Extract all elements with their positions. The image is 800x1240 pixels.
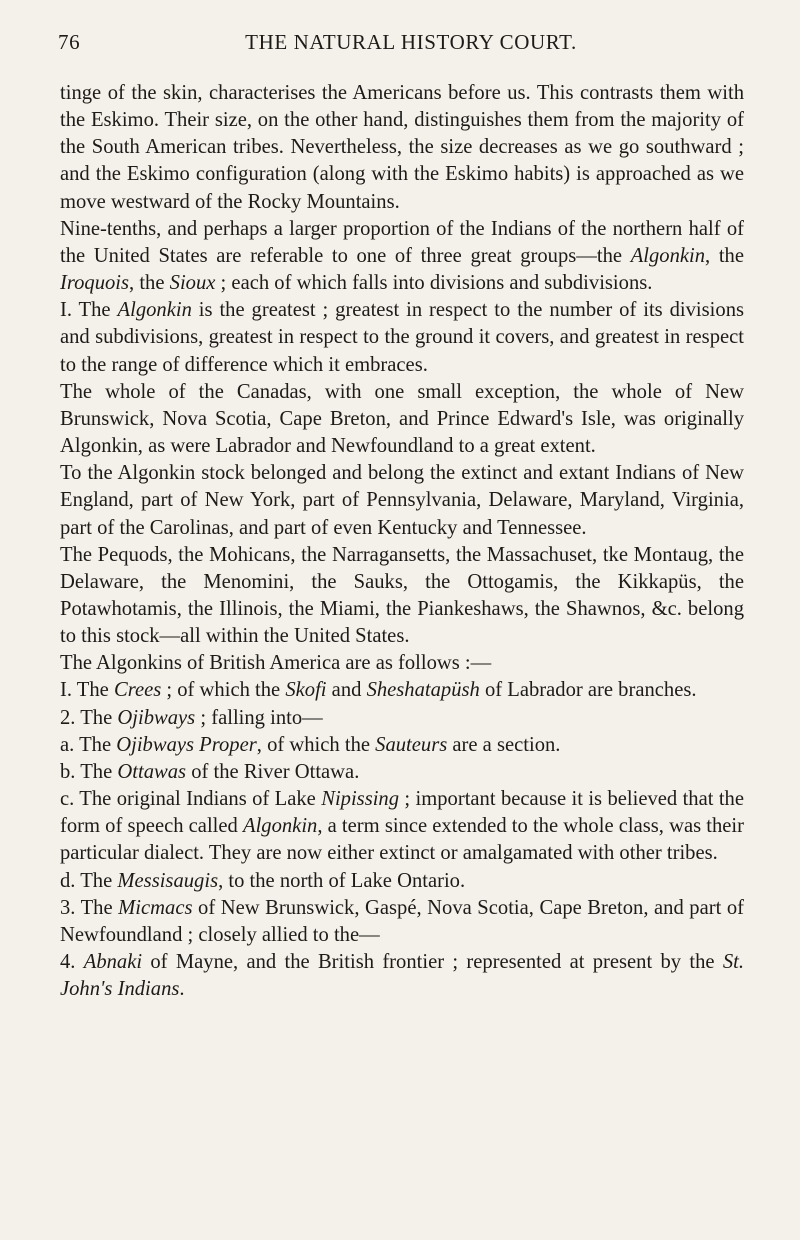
- sub-item-a: a. The Ojibways Proper, of which the Sauteurs are a section.: [60, 733, 561, 756]
- italic-term: Micmacs: [118, 896, 193, 919]
- italic-term: Ojibways Proper: [116, 733, 257, 756]
- italic-term: Sauteurs: [375, 733, 448, 756]
- page-body: [60, 80, 744, 1003]
- sub-item-b: b. The Ottawas of the River Ottawa.: [60, 760, 360, 783]
- italic-term: St. John's Indians: [60, 951, 745, 1001]
- paragraph-2: Nine-tenths, and perhaps a larger proportion of the Indians of the northern half of the United States are referable to one of three great groups—the Algonkin, the Iroquois, the Sioux ; each of which falls into divisions and subdivisions.: [60, 217, 744, 295]
- italic-term: Algonkin: [242, 815, 318, 838]
- italic-term: Ojibways: [117, 706, 196, 729]
- sub-item-c: c. The original Indians of Lake Nipissing ; important because it is believed that the form of speech called Algonkin, a term since extended to the whole class, was their particular dialect. They are now either extinct or amalgamated with other tribes.: [60, 788, 744, 865]
- list-item-micmacs: 3. The Micmacs of New Brunswick, Gaspé, Nova Scotia, Cape Breton, and part of Newfoundland ; closely allied to the—: [60, 896, 744, 946]
- italic-term: Crees: [113, 679, 162, 702]
- paragraph-7: The Algonkins of British America are as follows :—: [60, 652, 492, 675]
- italic-term: Ottawas: [117, 760, 187, 783]
- paragraph-6: The Pequods, the Mohicans, the Narragansetts, the Massachuset, tke Montaug, the Delaware, the Menomini, the Sauks, the Ottogamis, the Kikkapüs, the Potawhotamis, the Illinois, the Miami, the Piankeshaws, the Shawnos, &c. belong to this stock—all within the United States.: [60, 543, 744, 648]
- running-header: [60, 30, 744, 64]
- paragraph-4: The whole of the Canadas, with one small exception, the whole of New Brunswick, Nova Scotia, Cape Breton, and Prince Edward's Isle, was originally Algonkin, as were Labrador and Newfoundland to a great extent.: [60, 380, 744, 458]
- italic-term: Algonkin: [630, 244, 706, 267]
- list-item-crees: I. The Crees ; of which the Skofi and Sheshatapüsh of Labrador are branches.: [60, 679, 697, 702]
- paragraph-3: I. The Algonkin is the greatest ; greatest in respect to the number of its divisions and subdivisions, greatest in respect to the ground it covers, and greatest in respect to the range of difference which it embraces.: [60, 299, 744, 376]
- sub-item-d: d. The Messisaugis, to the north of Lake Ontario.: [60, 869, 466, 892]
- running-title: THE NATURAL HISTORY COURT.: [245, 30, 577, 54]
- italic-term: Abnaki: [83, 951, 143, 973]
- paragraph-1: tinge of the skin, characterises the Americans before us. This contrasts them with the Eskimo. Their size, on the other hand, distinguishes them from the majority of the South American tribes. Nevertheless, the size decreases as we go southward ; and the Eskimo configuration (along with the Eskimo habits) is approached as we move westward of the Rocky Mountains.: [60, 82, 744, 213]
- italic-term: Sheshatapüsh: [366, 679, 480, 702]
- italic-term: Iroquois: [60, 272, 130, 295]
- italic-term: Algonkin: [117, 299, 192, 322]
- italic-term: Nipissing: [321, 788, 400, 811]
- page-number: 76: [58, 30, 81, 54]
- italic-term: Messisaugis: [117, 869, 219, 892]
- italic-term: Sioux: [169, 272, 216, 295]
- list-item-abnaki: 4. Abnaki of Mayne, and the British frontier ; represented at present by the St. John's Indians.: [60, 951, 745, 1001]
- italic-term: Skofi: [285, 679, 327, 702]
- paragraph-5: To the Algonkin stock belonged and belong the extinct and extant Indians of New England, part of New York, part of Pennsylvania, Delaware, Maryland, Virginia, part of the Carolinas, and part of even Kentucky and Tennessee.: [60, 462, 744, 539]
- list-item-ojibways: 2. The Ojibways ; falling into—: [60, 706, 323, 729]
